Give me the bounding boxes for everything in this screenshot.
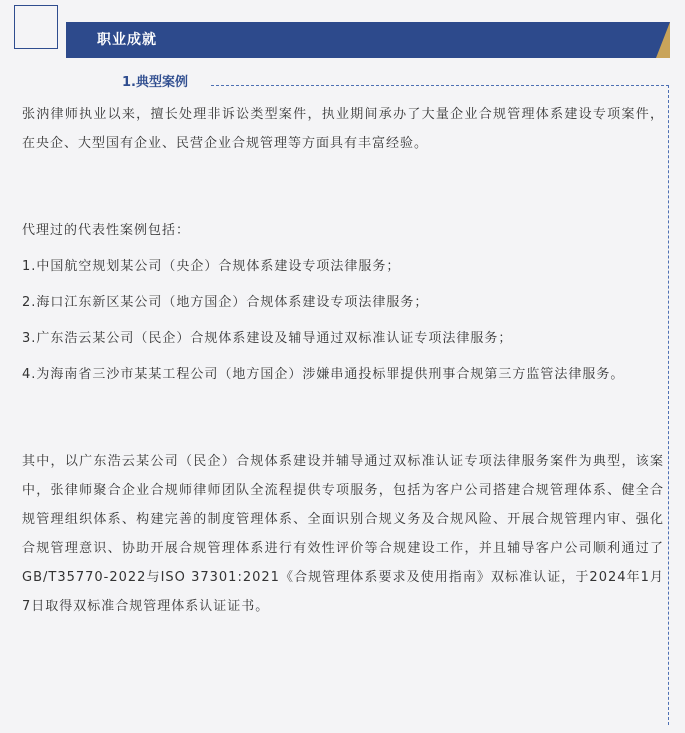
case-item: 3.广东浩云某公司（民企）合规体系建设及辅导通过双标准认证专项法律服务； (22, 331, 513, 346)
content-body (22, 100, 664, 621)
case-item: 4.为海南省三沙市某某工程公司（地方国企）涉嫌串通投标罪提供刑事合规第三方监管法律服务。 (22, 367, 625, 382)
case-item: 1.中国航空规划某公司（央企）合规体系建设专项法律服务； (22, 259, 401, 274)
intro-paragraph: 张汭律师执业以来，擅长处理非诉讼类型案件，执业期间承办了大量企业合规管理体系建设专项案件，在央企、大型国有企业、民营企业合规管理等方面具有丰富经验。 (22, 107, 664, 151)
section-title: 职业成就 (97, 32, 157, 48)
case-item: 2.海口江东新区某公司（地方国企）合规体系建设专项法律服务； (22, 295, 429, 310)
subsection-title: 1.典型案例 (122, 75, 188, 90)
cases-intro: 代理过的代表性案例包括： (22, 223, 191, 238)
dotted-border-top (211, 85, 669, 86)
decorative-square (14, 5, 58, 49)
title-bar-gold-tail (656, 22, 670, 58)
summary-paragraph: 其中，以广东浩云某公司（民企）合规体系建设并辅导通过双标准认证专项法律服务案件为典型，该案中，张律师聚合企业合规师律师团队全流程提供专项服务，包括为客户公司搭建合规管理体系、健全合规管理组织体系、构建完善的制度管理体系、全面识别合规义务及合规风险、开展合规管理内审、强化合规管理意识、协助开展合规管理体系进行有效性评价等合规建设工作，并且辅导客户公司顺利通过了GB/T35770-2022与ISO 37301:2021《合规管理体系要求及使用指南》双标准认证，于2024年1月7日取得双标准合规管理体系认证证书。 (22, 454, 664, 614)
dotted-border-right (668, 85, 669, 725)
